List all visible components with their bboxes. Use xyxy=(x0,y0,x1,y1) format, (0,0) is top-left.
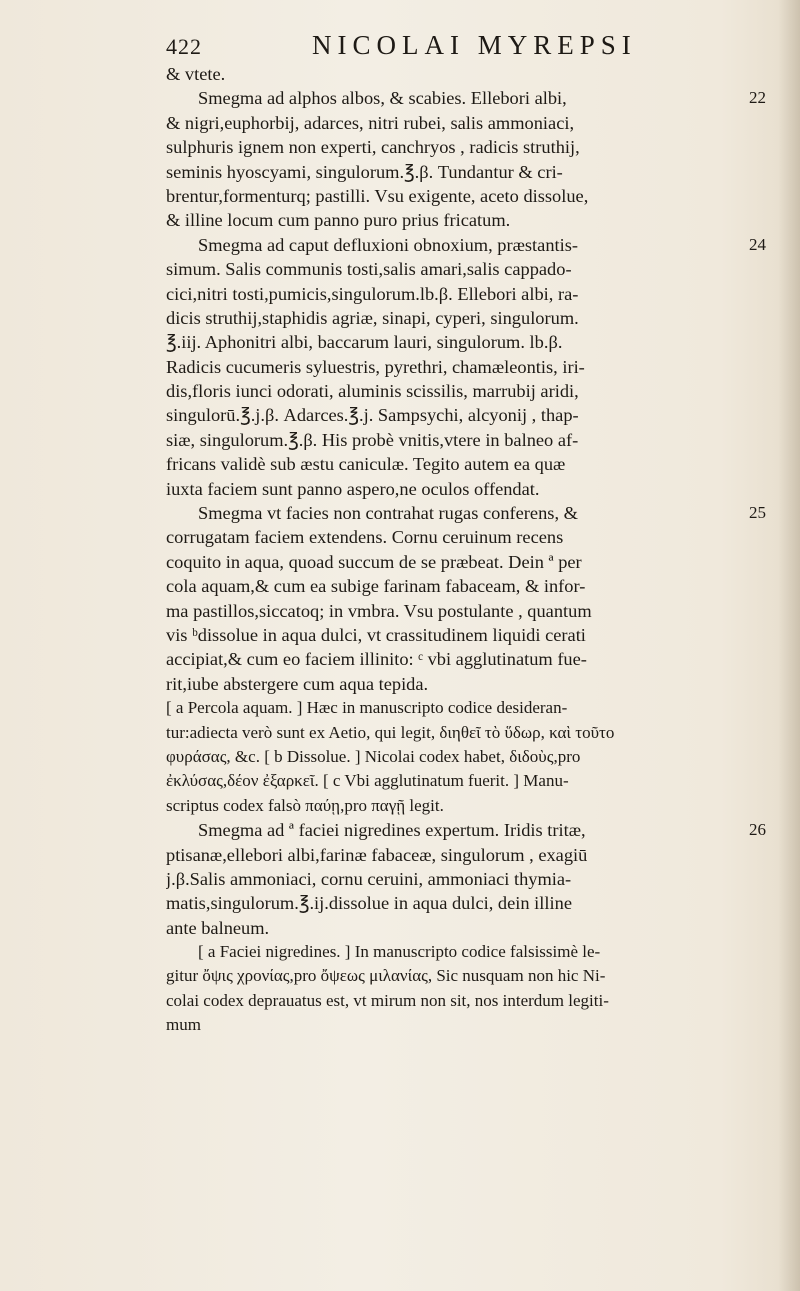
text-line: Smegma ad ª faciei nigredines expertum. Iridis tritæ, xyxy=(198,820,586,841)
text-line: ma pastillos,siccatoq; in vmbra. Vsu postulante , quantum xyxy=(166,600,592,621)
text-line: Smegma ad caput defluxioni obnoxium, præstantis- xyxy=(198,234,579,255)
running-head: NICOLAI MYREPSI xyxy=(312,30,637,60)
recipe-paragraph xyxy=(166,501,766,696)
text-line: dis,floris iunci odorati, aluminis scissilis, marrubij aridi, xyxy=(166,381,579,402)
text-line: Radicis cucumeris syluestris, pyrethri, chamæleontis, iri- xyxy=(166,356,585,377)
text-line: Smegma ad alphos albos, & scabies. Ellebori albi, xyxy=(198,88,567,109)
page-edge-shadow xyxy=(778,0,800,1291)
recipe-paragraph xyxy=(166,62,726,86)
text-line: siæ, singulorum.℥.β. His probè vnitis,vtere in balneo af- xyxy=(166,429,579,450)
text-line: ptisanæ,ellebori albi,farinæ fabaceæ, singulorum , exagiū xyxy=(166,844,588,865)
text-line: accipiat,& cum eo faciem illinito: ᶜ vbi agglutinatum fue- xyxy=(166,649,587,670)
text-line: & vtete. xyxy=(166,64,226,84)
text-line: ante balneum. xyxy=(166,917,270,938)
annotation-paragraph xyxy=(166,696,726,818)
text-line: & nigri,euphorbij, adarces, nitri rubei, salis ammoniaci, xyxy=(166,112,575,133)
text-line: singulorū.℥.j.β. Adarces.℥.j. Sampsychi, alcyonij , thap- xyxy=(166,405,579,426)
text-line: cola aquam,& cum ea subige farinam fabaceam, & infor- xyxy=(166,576,586,597)
recipe-paragraph xyxy=(166,233,766,501)
text-line: & illine locum cum panno puro prius fricatum. xyxy=(166,210,511,231)
text-line: brentur,formenturq; pastilli. Vsu exigente, aceto dissolue, xyxy=(166,185,589,206)
text-line: ἐκλύσας,δέον ἐξαρκεῖ. [ c Vbi agglutinatum fuerit. ] Manu- xyxy=(166,771,569,791)
margin-number: 26 xyxy=(749,820,766,840)
page-header xyxy=(166,30,706,64)
text-line: simum. Salis communis tosti,salis amari,salis cappado- xyxy=(166,259,572,280)
text-line: colai codex deprauatus est, vt mirum non sit, nos interdum legiti- xyxy=(166,990,609,1010)
text-line: [ a Percola aquam. ] Hæc in manuscripto codice desideran- xyxy=(166,698,568,718)
text-line: j.β.Salis ammoniaci, cornu ceruini, ammoniaci thymia- xyxy=(166,868,572,889)
text-line: scriptus codex falsò παύῃ,pro παγῇ legit. xyxy=(166,795,444,815)
text-line: mum xyxy=(166,1015,201,1035)
text-line: vis ᵇdissolue in aqua dulci, vt crassitudinem liquidi cerati xyxy=(166,624,586,645)
text-line: rit,iube abstergere cum aqua tepida. xyxy=(166,673,429,694)
text-line: tur:adiecta verò sunt ex Aetio, qui legit, διηθεῖ τὸ ὕδωρ, καὶ τοῦτο xyxy=(166,722,615,742)
text-line: seminis hyoscyami, singulorum.℥.β. Tundantur & cri- xyxy=(166,161,563,182)
recipe-paragraph xyxy=(166,86,766,232)
text-line: dicis struthij,staphidis agriæ, sinapi, cyperi, singulorum. xyxy=(166,307,579,328)
margin-number: 24 xyxy=(749,234,766,254)
body-text xyxy=(166,62,766,1038)
text-line: Smegma vt facies non contrahat rugas conferens, & xyxy=(198,503,578,524)
annotation-paragraph xyxy=(166,940,726,1038)
text-line: coquito in aqua, quoad succum de se præbeat. Dein ª per xyxy=(166,551,582,572)
text-line: corrugatam faciem extendens. Cornu ceruinum recens xyxy=(166,527,564,548)
text-line: matis,singulorum.℥.ij.dissolue in aqua dulci, dein illine xyxy=(166,893,572,914)
margin-number: 22 xyxy=(749,88,766,108)
text-line: φυράσας, &c. [ b Dissolue. ] Nicolai codex habet, διδοὺς,pro xyxy=(166,746,581,766)
page-number: 422 xyxy=(166,34,202,59)
text-line: sulphuris ignem non experti, canchryos , radicis struthij, xyxy=(166,137,580,158)
text-line: ℥.iij. Aphonitri albi, baccarum lauri, singulorum. lb.β. xyxy=(166,332,563,353)
recipe-paragraph xyxy=(166,818,766,940)
text-line: cici,nitri tosti,pumicis,singulorum.lb.β. Ellebori albi, ra- xyxy=(166,283,579,304)
margin-number: 25 xyxy=(749,503,766,523)
text-line: [ a Faciei nigredines. ] In manuscripto codice falsissimè le- xyxy=(198,942,601,962)
text-line: iuxta faciem sunt panno aspero,ne oculos offendat. xyxy=(166,478,540,499)
text-line: gitur ὄψις χρονίας,pro ὄψεως μιλανίας, Sic nusquam non hic Ni- xyxy=(166,966,606,986)
text-line: fricans validè sub æstu caniculæ. Tegito autem ea quæ xyxy=(166,454,566,475)
